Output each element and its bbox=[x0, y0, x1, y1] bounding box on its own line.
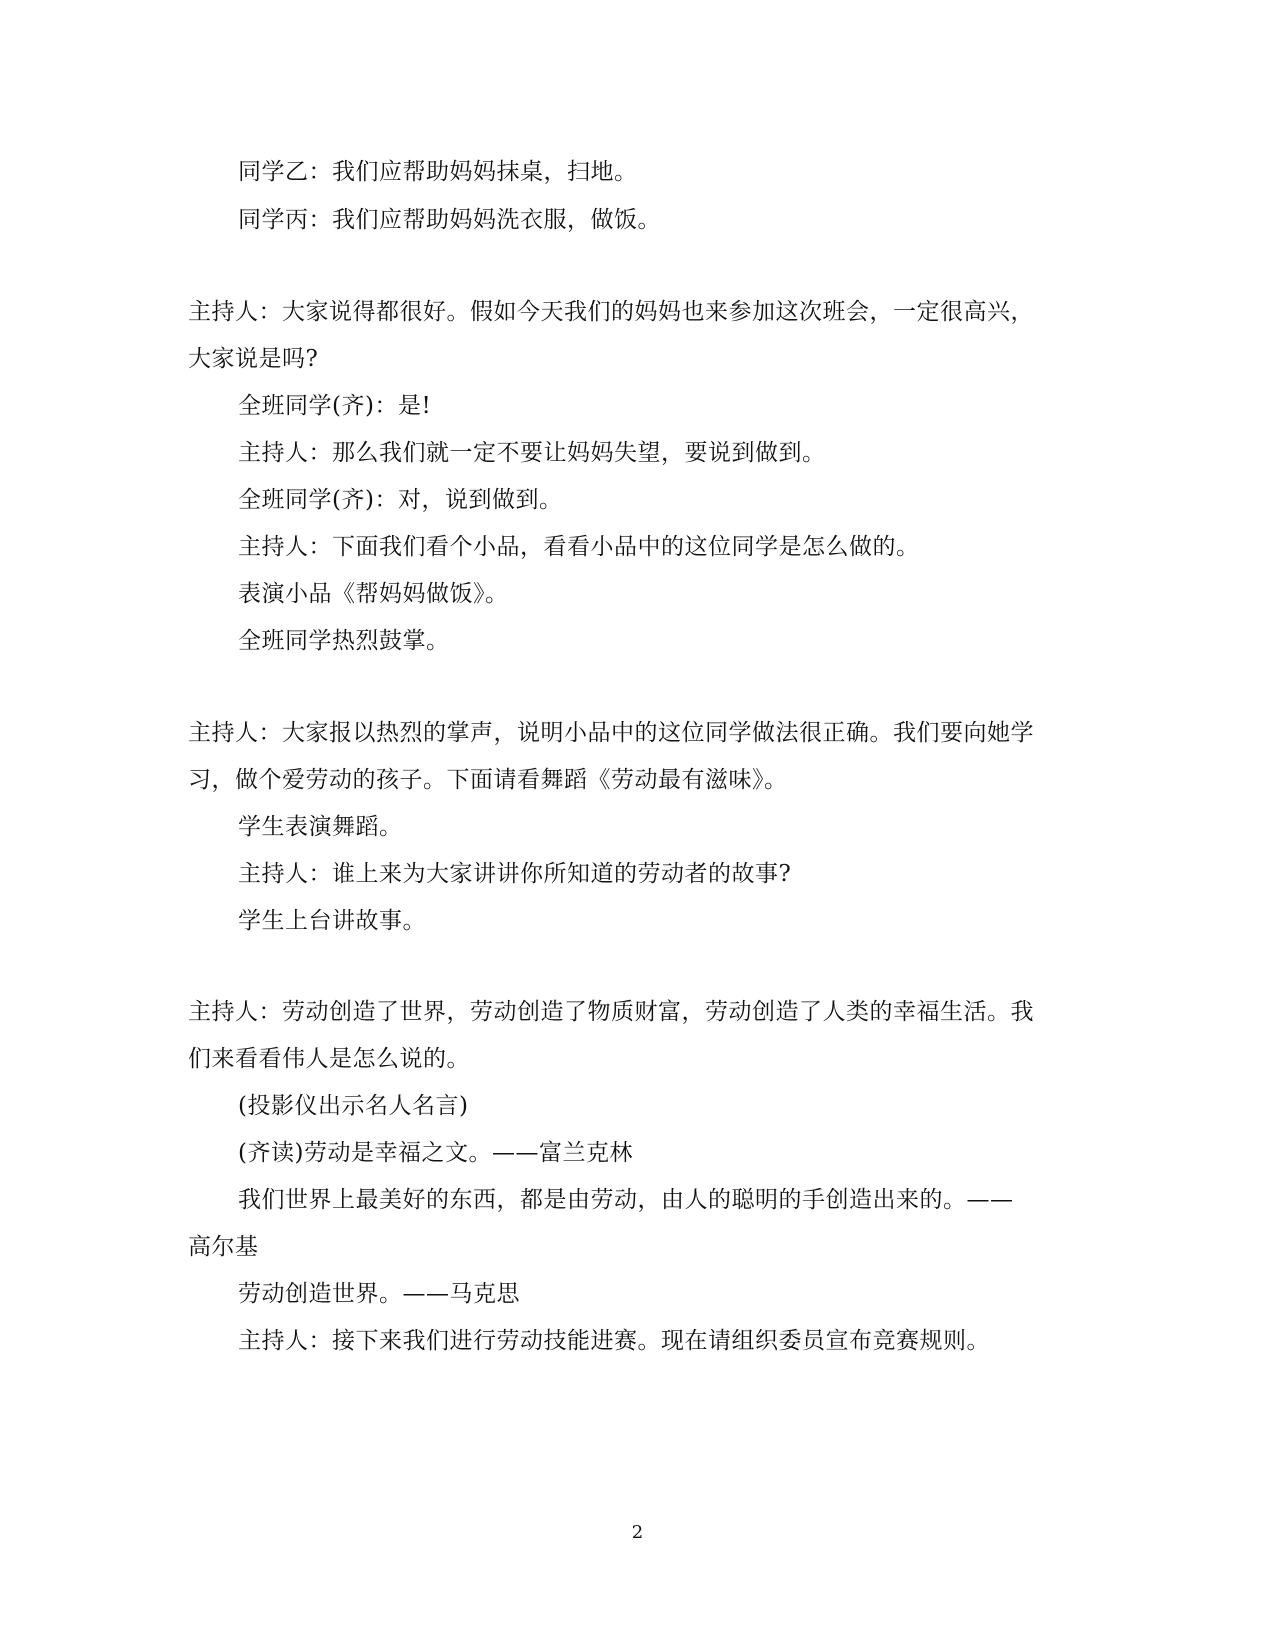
paragraph-line: 主持人：大家报以热烈的掌声，说明小品中的这位同学做法很正确。我们要向她学 bbox=[188, 720, 1034, 746]
paragraph-line: 学生表演舞蹈。 bbox=[238, 814, 403, 840]
paragraph-line: 学生上台讲故事。 bbox=[238, 908, 426, 934]
paragraph-line: 同学乙：我们应帮助妈妈抹桌，扫地。 bbox=[238, 159, 638, 185]
paragraph-line: 劳动创造世界。——马克思 bbox=[238, 1281, 520, 1307]
paragraph-line: 全班同学热烈鼓掌。 bbox=[238, 628, 450, 654]
paragraph-line: 大家说是吗? bbox=[188, 346, 319, 372]
paragraph-line: 我们世界上最美好的东西，都是由劳动，由人的聪明的手创造出来的。—— bbox=[238, 1187, 1014, 1213]
paragraph-line: 主持人：下面我们看个小品，看看小品中的这位同学是怎么做的。 bbox=[238, 534, 920, 560]
paragraph-line: 全班同学(齐)：对，说到做到。 bbox=[238, 487, 563, 513]
paragraph-line: 全班同学(齐)：是! bbox=[238, 393, 432, 419]
paragraph-line: 主持人：劳动创造了世界，劳动创造了物质财富，劳动创造了人类的幸福生活。我 bbox=[188, 999, 1034, 1025]
paragraph-line: 主持人：谁上来为大家讲讲你所知道的劳动者的故事? bbox=[238, 861, 792, 887]
page-number: 2 bbox=[631, 1522, 644, 1543]
paragraph-line: 主持人：大家说得都很好。假如今天我们的妈妈也来参加这次班会，一定很高兴， bbox=[188, 299, 1034, 325]
paragraph-line: (齐读)劳动是幸福之文。——富兰克林 bbox=[238, 1140, 633, 1166]
paragraph-line: 表演小品《帮妈妈做饭》。 bbox=[238, 581, 509, 607]
paragraph-line: 同学丙：我们应帮助妈妈洗衣服，做饭。 bbox=[238, 207, 661, 233]
paragraph-line: 习，做个爱劳动的孩子。下面请看舞蹈《劳动最有滋味》。 bbox=[188, 767, 788, 793]
paragraph-line: 主持人：那么我们就一定不要让妈妈失望，要说到做到。 bbox=[238, 440, 826, 466]
paragraph-line: (投影仪出示名人名言) bbox=[238, 1093, 469, 1119]
paragraph-line: 主持人：接下来我们进行劳动技能进赛。现在请组织委员宣布竞赛规则。 bbox=[238, 1328, 990, 1354]
paragraph-line: 高尔基 bbox=[188, 1234, 259, 1260]
paragraph-line: 们来看看伟人是怎么说的。 bbox=[188, 1046, 470, 1072]
